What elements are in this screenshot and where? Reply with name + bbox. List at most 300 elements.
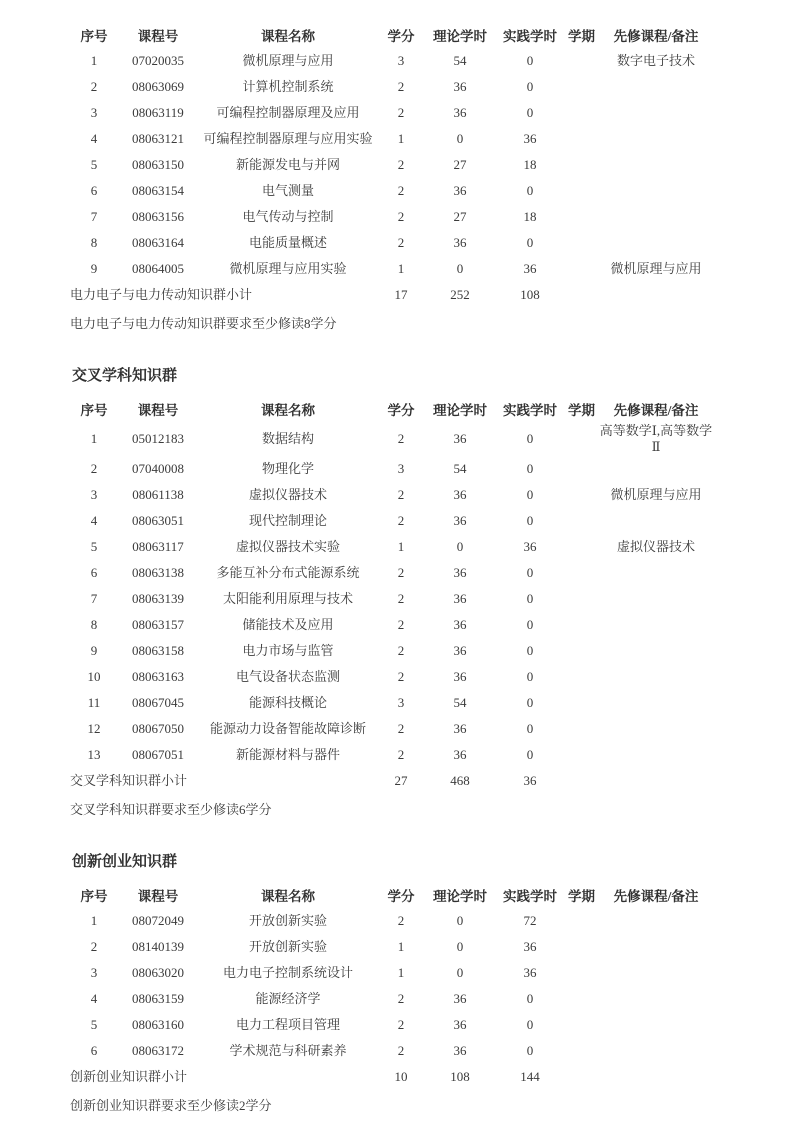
cell-course_id: 08063139 <box>132 591 184 606</box>
cell-name: 现代控制理论 <box>248 513 327 528</box>
cell-name: 微机原理与应用 <box>242 53 334 68</box>
cell-credits: 2 <box>397 487 405 502</box>
cell-course_id: 08063157 <box>132 617 184 632</box>
cell-semester <box>564 690 599 716</box>
cell-no: 3 <box>90 487 98 502</box>
cell-theory_hours: 36 <box>453 591 467 606</box>
cell-practice_hours: 0 <box>526 591 534 606</box>
cell-theory_hours: 0 <box>456 939 464 954</box>
subtotal-practice_hours: 108 <box>520 287 540 302</box>
knowledge-group-section <box>70 366 713 818</box>
cell-practice_hours: 0 <box>526 617 534 632</box>
table-row <box>70 100 713 126</box>
cell-course_id: 08140139 <box>132 939 184 954</box>
cell-practice_hours: 0 <box>526 1043 534 1058</box>
table-row <box>70 230 713 256</box>
table-row <box>70 742 713 768</box>
cell-practice_hours: 18 <box>523 157 537 172</box>
column-header-semester: 学期 <box>568 889 595 904</box>
cell-practice_hours: 18 <box>523 209 537 224</box>
cell-semester <box>564 100 599 126</box>
cell-prerequisite <box>599 178 713 204</box>
cell-credits: 2 <box>397 643 405 658</box>
cell-prerequisite <box>599 1038 713 1064</box>
cell-prerequisite <box>599 908 713 934</box>
subtotal-credits: 17 <box>394 287 408 302</box>
cell-semester <box>564 152 599 178</box>
cell-semester <box>564 716 599 742</box>
cell-course_id: 08063172 <box>132 1043 184 1058</box>
cell-theory_hours: 36 <box>453 235 467 250</box>
column-header-credits: 学分 <box>387 29 415 44</box>
table-row <box>70 560 713 586</box>
table-row <box>70 908 713 934</box>
cell-no: 13 <box>87 747 101 762</box>
cell-theory_hours: 0 <box>456 261 464 276</box>
cell-prerequisite <box>599 638 713 664</box>
cell-course_id: 08064005 <box>132 261 184 276</box>
cell-prerequisite <box>599 508 713 534</box>
course-tables-container <box>70 22 713 1114</box>
subtotal-practice_hours: 36 <box>523 773 537 788</box>
column-header-practice_hours: 实践学时 <box>503 889 557 904</box>
cell-no: 11 <box>87 695 101 710</box>
table-row <box>70 638 713 664</box>
cell-name: 计算机控制系统 <box>242 79 334 94</box>
cell-semester <box>564 230 599 256</box>
cell-name: 储能技术及应用 <box>242 617 334 632</box>
header-row <box>70 882 713 908</box>
cell-practice_hours: 36 <box>523 131 537 146</box>
table-row <box>70 716 713 742</box>
cell-practice_hours: 0 <box>526 79 534 94</box>
cell-theory_hours: 36 <box>453 105 467 120</box>
header-row <box>70 396 713 422</box>
cell-no: 9 <box>90 643 98 658</box>
table-row <box>70 986 713 1012</box>
subtotal-prerequisite <box>599 282 713 308</box>
cell-name: 能源科技概论 <box>248 695 327 710</box>
subtotal-prerequisite <box>599 1064 713 1090</box>
cell-credits: 2 <box>397 1017 405 1032</box>
cell-semester <box>564 1012 599 1038</box>
cell-name: 电力工程项目管理 <box>235 1017 340 1032</box>
cell-course_id: 07040008 <box>132 461 184 476</box>
cell-no: 6 <box>90 565 98 580</box>
cell-course_id: 08063119 <box>132 105 184 120</box>
cell-name: 能源经济学 <box>255 991 321 1006</box>
cell-course_id: 08063020 <box>132 965 184 980</box>
cell-credits: 3 <box>397 53 405 68</box>
cell-semester <box>564 48 599 74</box>
cell-no: 2 <box>90 79 98 94</box>
cell-theory_hours: 54 <box>453 53 467 68</box>
cell-no: 6 <box>90 183 98 198</box>
cell-credits: 2 <box>397 183 405 198</box>
cell-prerequisite <box>599 690 713 716</box>
cell-credits: 2 <box>397 1043 405 1058</box>
table-row <box>70 152 713 178</box>
column-header-no: 序号 <box>80 889 108 904</box>
cell-name: 电气传动与控制 <box>242 209 334 224</box>
cell-semester <box>564 256 599 282</box>
column-header-theory_hours: 理论学时 <box>433 29 487 44</box>
cell-name: 电能质量概述 <box>248 235 327 250</box>
cell-course_id: 08063121 <box>132 131 184 146</box>
cell-name: 学术规范与科研素养 <box>229 1043 347 1058</box>
column-header-credits: 学分 <box>387 889 415 904</box>
cell-prerequisite: 微机原理与应用 <box>610 261 702 276</box>
cell-course_id: 08063163 <box>132 669 184 684</box>
cell-name: 数据结构 <box>261 431 314 446</box>
table-row <box>70 1038 713 1064</box>
cell-credits: 2 <box>397 669 405 684</box>
cell-no: 12 <box>87 721 101 736</box>
cell-course_id: 08063069 <box>132 79 184 94</box>
subtotal-semester <box>564 282 599 308</box>
cell-credits: 2 <box>397 721 405 736</box>
cell-no: 1 <box>90 913 98 928</box>
cell-practice_hours: 0 <box>526 1017 534 1032</box>
cell-course_id: 08067050 <box>132 721 184 736</box>
cell-prerequisite <box>599 560 713 586</box>
cell-no: 3 <box>90 105 98 120</box>
course-table <box>70 396 713 794</box>
cell-no: 2 <box>90 461 98 476</box>
cell-semester <box>564 986 599 1012</box>
table-row <box>70 534 713 560</box>
cell-no: 5 <box>90 1017 98 1032</box>
cell-theory_hours: 36 <box>453 565 467 580</box>
cell-semester <box>564 456 599 482</box>
cell-semester <box>564 934 599 960</box>
cell-semester <box>564 560 599 586</box>
table-header <box>70 396 713 422</box>
cell-name: 电气测量 <box>261 183 314 198</box>
cell-course_id: 08067051 <box>132 747 184 762</box>
cell-prerequisite <box>599 586 713 612</box>
subtotal-semester <box>564 768 599 794</box>
table-row <box>70 178 713 204</box>
cell-semester <box>564 612 599 638</box>
table-row <box>70 48 713 74</box>
cell-theory_hours: 36 <box>453 79 467 94</box>
table-row <box>70 690 713 716</box>
cell-semester <box>564 908 599 934</box>
table-row <box>70 934 713 960</box>
cell-semester <box>564 482 599 508</box>
table-row <box>70 664 713 690</box>
cell-theory_hours: 36 <box>453 1043 467 1058</box>
cell-practice_hours: 0 <box>526 695 534 710</box>
cell-theory_hours: 0 <box>456 913 464 928</box>
cell-prerequisite: 数字电子技术 <box>616 53 695 68</box>
cell-course_id: 08063164 <box>132 235 184 250</box>
cell-theory_hours: 0 <box>456 965 464 980</box>
cell-credits: 2 <box>397 513 405 528</box>
cell-practice_hours: 0 <box>526 487 534 502</box>
cell-no: 9 <box>90 261 98 276</box>
column-header-semester: 学期 <box>568 403 595 418</box>
column-header-semester: 学期 <box>568 29 595 44</box>
cell-credits: 2 <box>397 105 405 120</box>
cell-credits: 2 <box>397 747 405 762</box>
cell-theory_hours: 27 <box>453 209 467 224</box>
column-header-practice_hours: 实践学时 <box>503 29 557 44</box>
subtotal-credits: 10 <box>394 1069 408 1084</box>
cell-course_id: 08061138 <box>132 487 184 502</box>
table-row <box>70 612 713 638</box>
table-row <box>70 74 713 100</box>
cell-prerequisite <box>599 934 713 960</box>
cell-credits: 1 <box>397 939 405 954</box>
subtotal-theory_hours: 252 <box>450 287 470 302</box>
cell-theory_hours: 27 <box>453 157 467 172</box>
cell-prerequisite <box>599 100 713 126</box>
cell-practice_hours: 0 <box>526 747 534 762</box>
cell-credits: 2 <box>397 991 405 1006</box>
cell-credits: 2 <box>397 157 405 172</box>
cell-credits: 2 <box>397 235 405 250</box>
column-header-practice_hours: 实践学时 <box>503 403 557 418</box>
cell-practice_hours: 0 <box>526 183 534 198</box>
section-note: 电力电子与电力传动知识群要求至少修读8学分 <box>70 316 337 331</box>
cell-prerequisite <box>599 716 713 742</box>
cell-course_id: 08063138 <box>132 565 184 580</box>
cell-practice_hours: 0 <box>526 235 534 250</box>
column-header-theory_hours: 理论学时 <box>433 403 487 418</box>
cell-semester <box>564 126 599 152</box>
cell-prerequisite <box>599 126 713 152</box>
cell-theory_hours: 36 <box>453 513 467 528</box>
subtotal-semester <box>564 1064 599 1090</box>
column-header-course_id: 课程号 <box>137 29 179 44</box>
cell-credits: 1 <box>397 965 405 980</box>
table-row <box>70 204 713 230</box>
cell-theory_hours: 36 <box>453 643 467 658</box>
cell-no: 7 <box>90 591 98 606</box>
cell-name: 多能互补分布式能源系统 <box>216 565 360 580</box>
column-header-no: 序号 <box>80 403 108 418</box>
cell-course_id: 08063051 <box>132 513 184 528</box>
cell-credits: 2 <box>397 913 405 928</box>
cell-no: 5 <box>90 539 98 554</box>
table-body <box>70 422 713 794</box>
cell-practice_hours: 36 <box>523 965 537 980</box>
cell-no: 5 <box>90 157 98 172</box>
cell-practice_hours: 0 <box>526 513 534 528</box>
knowledge-group-section <box>70 22 713 332</box>
cell-practice_hours: 0 <box>526 643 534 658</box>
cell-credits: 2 <box>397 591 405 606</box>
cell-name: 微机原理与应用实验 <box>229 261 347 276</box>
cell-credits: 2 <box>397 565 405 580</box>
cell-practice_hours: 0 <box>526 105 534 120</box>
cell-name: 电力市场与监管 <box>242 643 334 658</box>
cell-semester <box>564 204 599 230</box>
table-row <box>70 508 713 534</box>
column-header-name: 课程名称 <box>261 29 315 44</box>
knowledge-group-section <box>70 852 713 1114</box>
cell-theory_hours: 36 <box>453 721 467 736</box>
cell-name: 开放创新实验 <box>248 939 327 954</box>
cell-name: 物理化学 <box>261 461 314 476</box>
subtotal-label: 电力电子与电力传动知识群小计 <box>70 287 253 302</box>
cell-credits: 3 <box>397 461 405 476</box>
cell-practice_hours: 0 <box>526 53 534 68</box>
cell-no: 8 <box>90 235 98 250</box>
column-header-prerequisite: 先修课程/备注 <box>613 403 699 418</box>
cell-theory_hours: 36 <box>453 617 467 632</box>
cell-semester <box>564 508 599 534</box>
cell-prerequisite <box>599 960 713 986</box>
subtotal-theory_hours: 108 <box>450 1069 470 1084</box>
cell-name: 虚拟仪器技术 <box>248 487 327 502</box>
section-title: 创新创业知识群 <box>72 854 178 870</box>
cell-theory_hours: 0 <box>456 539 464 554</box>
cell-theory_hours: 36 <box>453 431 467 446</box>
cell-semester <box>564 960 599 986</box>
cell-name: 虚拟仪器技术实验 <box>235 539 340 554</box>
cell-theory_hours: 36 <box>453 991 467 1006</box>
cell-practice_hours: 36 <box>523 261 537 276</box>
subtotal-label: 交叉学科知识群小计 <box>70 773 188 788</box>
cell-theory_hours: 54 <box>453 695 467 710</box>
cell-prerequisite <box>599 742 713 768</box>
cell-semester <box>564 742 599 768</box>
table-body <box>70 48 713 308</box>
cell-no: 1 <box>90 53 98 68</box>
table-header <box>70 882 713 908</box>
cell-theory_hours: 36 <box>453 747 467 762</box>
cell-semester <box>564 664 599 690</box>
cell-semester <box>564 638 599 664</box>
subtotal-practice_hours: 144 <box>520 1069 540 1084</box>
cell-name: 太阳能利用原理与技术 <box>222 591 353 606</box>
cell-name: 新能源发电与并网 <box>235 157 340 172</box>
cell-practice_hours: 0 <box>526 669 534 684</box>
cell-practice_hours: 36 <box>523 939 537 954</box>
subtotal-row <box>70 282 713 308</box>
subtotal-credits: 27 <box>394 773 408 788</box>
cell-prerequisite <box>599 664 713 690</box>
cell-name: 电力电子控制系统设计 <box>222 965 353 980</box>
cell-no: 3 <box>90 965 98 980</box>
cell-credits: 1 <box>397 261 405 276</box>
column-header-course_id: 课程号 <box>137 403 179 418</box>
column-header-no: 序号 <box>80 29 108 44</box>
cell-no: 2 <box>90 939 98 954</box>
cell-name: 新能源材料与器件 <box>235 747 340 762</box>
cell-theory_hours: 36 <box>453 1017 467 1032</box>
column-header-theory_hours: 理论学时 <box>433 889 487 904</box>
cell-prerequisite <box>599 152 713 178</box>
cell-practice_hours: 0 <box>526 721 534 736</box>
cell-credits: 3 <box>397 695 405 710</box>
column-header-prerequisite: 先修课程/备注 <box>613 29 699 44</box>
cell-course_id: 07020035 <box>132 53 184 68</box>
cell-semester <box>564 1038 599 1064</box>
section-note: 创新创业知识群要求至少修读2学分 <box>70 1098 272 1113</box>
subtotal-row <box>70 1064 713 1090</box>
table-body <box>70 908 713 1090</box>
cell-theory_hours: 36 <box>453 669 467 684</box>
cell-theory_hours: 0 <box>456 131 464 146</box>
cell-no: 7 <box>90 209 98 224</box>
subtotal-theory_hours: 468 <box>450 773 470 788</box>
cell-semester <box>564 534 599 560</box>
cell-semester <box>564 178 599 204</box>
cell-credits: 1 <box>397 539 405 554</box>
table-row <box>70 586 713 612</box>
cell-credits: 2 <box>397 617 405 632</box>
cell-course_id: 08072049 <box>132 913 184 928</box>
cell-practice_hours: 0 <box>526 991 534 1006</box>
cell-no: 1 <box>90 431 98 446</box>
cell-no: 4 <box>90 991 98 1006</box>
cell-course_id: 08063160 <box>132 1017 184 1032</box>
cell-practice_hours: 0 <box>526 565 534 580</box>
cell-prerequisite <box>599 74 713 100</box>
table-row <box>70 256 713 282</box>
cell-no: 4 <box>90 513 98 528</box>
table-row <box>70 422 713 456</box>
cell-no: 10 <box>87 669 101 684</box>
cell-no: 4 <box>90 131 98 146</box>
cell-course_id: 08067045 <box>132 695 184 710</box>
table-row <box>70 456 713 482</box>
cell-name: 可编程控制器原理与应用实验 <box>203 131 373 146</box>
table-row <box>70 1012 713 1038</box>
column-header-name: 课程名称 <box>261 403 315 418</box>
cell-name: 能源动力设备智能故障诊断 <box>209 721 366 736</box>
course-table <box>70 22 713 308</box>
cell-prerequisite <box>599 230 713 256</box>
header-row <box>70 22 713 48</box>
cell-name: 开放创新实验 <box>248 913 327 928</box>
column-header-prerequisite: 先修课程/备注 <box>613 889 699 904</box>
column-header-name: 课程名称 <box>261 889 315 904</box>
cell-credits: 2 <box>397 431 405 446</box>
cell-course_id: 05012183 <box>132 431 184 446</box>
cell-course_id: 08063156 <box>132 209 184 224</box>
cell-credits: 2 <box>397 209 405 224</box>
table-header <box>70 22 713 48</box>
subtotal-row <box>70 768 713 794</box>
cell-prerequisite: 微机原理与应用 <box>610 487 702 502</box>
cell-course_id: 08063154 <box>132 183 184 198</box>
section-note: 交叉学科知识群要求至少修读6学分 <box>70 802 272 817</box>
cell-prerequisite <box>599 1012 713 1038</box>
cell-credits: 1 <box>397 131 405 146</box>
cell-prerequisite: 虚拟仪器技术 <box>616 539 695 554</box>
column-header-course_id: 课程号 <box>137 889 179 904</box>
cell-no: 8 <box>90 617 98 632</box>
cell-prerequisite: 高等数学Ⅰ,高等数学Ⅱ <box>599 423 713 454</box>
cell-no: 6 <box>90 1043 98 1058</box>
subtotal-prerequisite <box>599 768 713 794</box>
course-table <box>70 882 713 1090</box>
cell-theory_hours: 36 <box>453 183 467 198</box>
cell-semester <box>564 586 599 612</box>
section-title: 交叉学科知识群 <box>72 368 178 384</box>
cell-practice_hours: 36 <box>523 539 537 554</box>
cell-course_id: 08063150 <box>132 157 184 172</box>
cell-name: 可编程控制器原理及应用 <box>216 105 360 120</box>
cell-practice_hours: 72 <box>523 913 537 928</box>
column-header-credits: 学分 <box>387 403 415 418</box>
subtotal-label: 创新创业知识群小计 <box>70 1069 188 1084</box>
